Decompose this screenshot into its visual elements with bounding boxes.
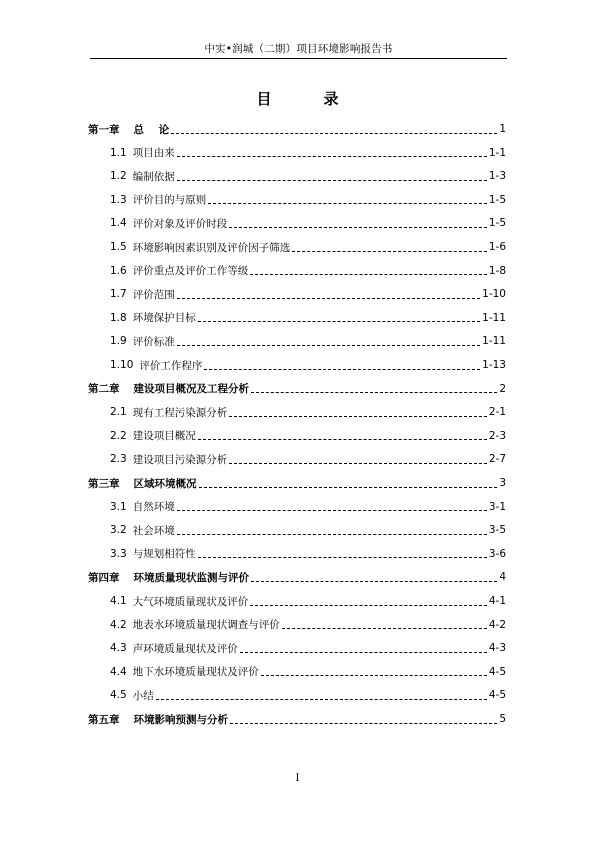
toc-dot-leader xyxy=(208,191,487,204)
toc-entry-title: 编制依据 xyxy=(132,170,175,183)
toc-dot-leader xyxy=(229,404,487,417)
toc-entry-title: 现有工程污染源分析 xyxy=(132,406,228,419)
toc-entry-title: 地表水环境质量现状调查与评价 xyxy=(132,619,280,632)
toc-entry-title: 与规划相符性 xyxy=(132,548,196,561)
toc-entry-title: 评价标准 xyxy=(132,335,175,348)
toc-section-entry[interactable] xyxy=(88,544,506,564)
toc-entry-number: 1.5 xyxy=(110,241,127,253)
toc-entry-title: 声环境质量现状及评价 xyxy=(132,642,238,655)
page-header xyxy=(90,40,507,59)
toc-section-entry[interactable] xyxy=(88,591,506,611)
toc-chapter-entry[interactable] xyxy=(88,473,506,493)
toc-dot-leader xyxy=(251,380,497,393)
toc-entry-number: 1.10 xyxy=(110,359,134,371)
toc-entry-page: 4-1 xyxy=(488,595,506,607)
toc-dot-leader xyxy=(229,215,487,228)
toc-entry-page: 1-10 xyxy=(482,288,506,301)
toc-entry-page: 3-6 xyxy=(488,547,506,560)
toc-section-entry[interactable] xyxy=(88,143,506,163)
toc-entry-number: 4.1 xyxy=(110,595,127,607)
toc-entry-page: 4-2 xyxy=(488,618,506,631)
toc-entry-number: 3.2 xyxy=(110,524,127,537)
toc-section-entry[interactable] xyxy=(88,520,506,540)
toc-entry-page: 3-1 xyxy=(488,500,506,513)
toc-entry-page: 2-1 xyxy=(488,406,506,419)
toc-section-entry[interactable] xyxy=(88,615,506,635)
toc-entry-page: 4-5 xyxy=(488,689,506,702)
toc-entry-number: 2.3 xyxy=(110,453,127,466)
toc-dot-leader xyxy=(261,663,487,676)
toc-section-entry[interactable] xyxy=(88,638,506,658)
toc-section-entry[interactable] xyxy=(88,166,506,186)
toc-entry-number: 4.3 xyxy=(110,642,127,655)
toc-entry-number: 1.9 xyxy=(110,335,127,348)
toc-dot-leader xyxy=(177,168,487,181)
toc-entry-page: 1-1 xyxy=(488,146,506,159)
toc-entry-page: 3-5 xyxy=(488,524,506,537)
toc-entry-title: 评价工作程序 xyxy=(139,359,203,372)
toc-entry-title: 社会环境 xyxy=(132,524,175,537)
toc-entry-page: 2-3 xyxy=(488,429,506,442)
toc-dot-leader xyxy=(292,239,487,252)
toc-dot-leader xyxy=(250,262,487,275)
toc-entry-page: 1-5 xyxy=(488,193,506,206)
toc-dot-leader xyxy=(198,309,480,322)
toc-entry-title: 建设项目概况及工程分析 xyxy=(133,383,249,396)
toc-entry-title: 环境质量现状监测与评价 xyxy=(133,571,249,584)
toc-entry-page: 4-5 xyxy=(488,665,506,678)
toc-entry-title: 地下水环境质量现状及评价 xyxy=(132,666,259,679)
toc-entry-page: 4-3 xyxy=(488,642,506,655)
toc-entry-page: 1-13 xyxy=(482,359,506,371)
toc-entry-number: 1.8 xyxy=(110,311,127,324)
toc-section-entry[interactable] xyxy=(88,213,506,233)
toc-entry-page: 1-11 xyxy=(482,311,506,324)
toc-entry-page: 2-7 xyxy=(488,453,506,466)
toc-entry-number: 3.1 xyxy=(110,500,127,513)
toc-dot-leader xyxy=(177,144,487,157)
toc-entry-page: 1-6 xyxy=(488,241,506,253)
toc-dot-leader xyxy=(177,333,480,346)
toc-entry-title: 评价目的与原则 xyxy=(132,194,207,207)
toc-entry-page: 5 xyxy=(499,713,506,725)
toc-dot-leader xyxy=(177,498,487,511)
toc-entry-title: 建设项目污染源分析 xyxy=(132,453,228,466)
toc-dot-leader xyxy=(156,687,487,700)
toc-entry-title: 区域环境概况 xyxy=(133,477,197,490)
toc-dot-leader xyxy=(282,616,487,629)
toc-entry-title: 评价重点及评价工作等级 xyxy=(132,265,249,278)
toc-entry-title: 总 论 xyxy=(133,123,170,136)
toc-dot-leader xyxy=(251,569,497,582)
toc-entry-title: 环境影响因素识别及评价因子筛选 xyxy=(132,241,291,254)
toc-entry-title: 小结 xyxy=(132,689,154,702)
toc-dot-leader xyxy=(229,451,487,464)
toc-section-entry[interactable] xyxy=(88,497,506,517)
toc-chapter-entry[interactable] xyxy=(88,567,506,587)
toc-entry-title: 自然环境 xyxy=(132,501,175,514)
toc-entry-number: 2.1 xyxy=(110,406,127,419)
toc-chapter-entry[interactable] xyxy=(88,709,506,729)
toc-section-entry[interactable] xyxy=(88,662,506,682)
toc-dot-leader xyxy=(240,640,487,653)
toc-section-entry[interactable] xyxy=(88,355,506,375)
toc-entry-number: 1.1 xyxy=(110,146,127,159)
toc-heading-right: 录 xyxy=(323,90,339,108)
toc-entry-number: 1.4 xyxy=(110,217,127,230)
toc-section-entry[interactable] xyxy=(88,685,506,705)
toc-entry-number: 1.6 xyxy=(110,264,127,277)
toc-dot-leader xyxy=(177,522,487,535)
toc-entry-page: 1 xyxy=(499,123,506,135)
toc-entry-title: 评价对象及评价时段 xyxy=(132,217,228,230)
toc-entry-number: 1.7 xyxy=(110,288,127,301)
toc-entry-number: 第二章 xyxy=(88,383,120,396)
toc-dot-leader xyxy=(171,121,497,134)
toc-section-entry[interactable] xyxy=(88,237,506,257)
toc-dot-leader xyxy=(204,357,480,370)
toc-dot-leader xyxy=(198,427,487,440)
toc-entry-page: 1-8 xyxy=(488,264,506,277)
toc-entry-number: 第一章 xyxy=(88,123,120,136)
toc-section-entry[interactable] xyxy=(88,308,506,328)
toc-entry-title: 项目由来 xyxy=(132,147,175,160)
toc-section-entry[interactable] xyxy=(88,426,506,446)
toc-entry-number: 4.4 xyxy=(110,665,127,678)
toc-dot-leader xyxy=(177,286,480,299)
toc-entry-page: 3 xyxy=(499,477,506,489)
toc-entry-page: 1-11 xyxy=(482,335,506,348)
toc-entry-title: 评价范围 xyxy=(132,288,175,301)
toc-entry-number: 1.2 xyxy=(110,170,127,183)
toc-entry-number: 3.3 xyxy=(110,547,127,560)
toc-entry-number: 1.3 xyxy=(110,193,127,206)
toc-heading xyxy=(0,89,595,109)
toc-section-entry[interactable] xyxy=(88,284,506,304)
toc-entry-title: 环境保护目标 xyxy=(132,312,196,325)
toc-entry-page: 1-3 xyxy=(488,170,506,183)
toc-entry-page: 4 xyxy=(499,571,506,584)
toc-section-entry[interactable] xyxy=(88,331,506,351)
toc-section-entry[interactable] xyxy=(88,261,506,281)
toc-entry-title: 大气环境质量现状及评价 xyxy=(132,595,249,608)
toc-heading-left: 目 xyxy=(256,90,272,108)
toc-entry-page: 1-5 xyxy=(488,217,506,230)
toc-entry-number: 4.2 xyxy=(110,618,127,631)
toc-section-entry[interactable] xyxy=(88,449,506,469)
toc-entry-number: 第五章 xyxy=(88,713,120,726)
toc-entry-number: 第三章 xyxy=(88,477,120,490)
toc-entry-number: 2.2 xyxy=(110,429,127,442)
toc-dot-leader xyxy=(199,475,498,488)
toc-chapter-entry[interactable] xyxy=(88,119,506,139)
toc-dot-leader xyxy=(250,593,487,606)
report-title: 中实•润城（二期）项目环境影响报告书 xyxy=(204,43,393,55)
toc-entry-page: 2 xyxy=(499,382,506,395)
toc-entry-number: 第四章 xyxy=(88,571,120,584)
toc-entry-title: 环境影响预测与分析 xyxy=(133,713,228,726)
toc-section-entry[interactable] xyxy=(88,190,506,210)
toc-dot-leader xyxy=(230,711,497,724)
toc-chapter-entry[interactable] xyxy=(88,379,506,399)
toc-entry-number: 4.5 xyxy=(110,689,127,702)
page-number: I xyxy=(295,773,300,784)
toc-section-entry[interactable] xyxy=(88,402,506,422)
toc-dot-leader xyxy=(198,545,487,558)
toc-entry-title: 建设项目概况 xyxy=(132,430,196,443)
